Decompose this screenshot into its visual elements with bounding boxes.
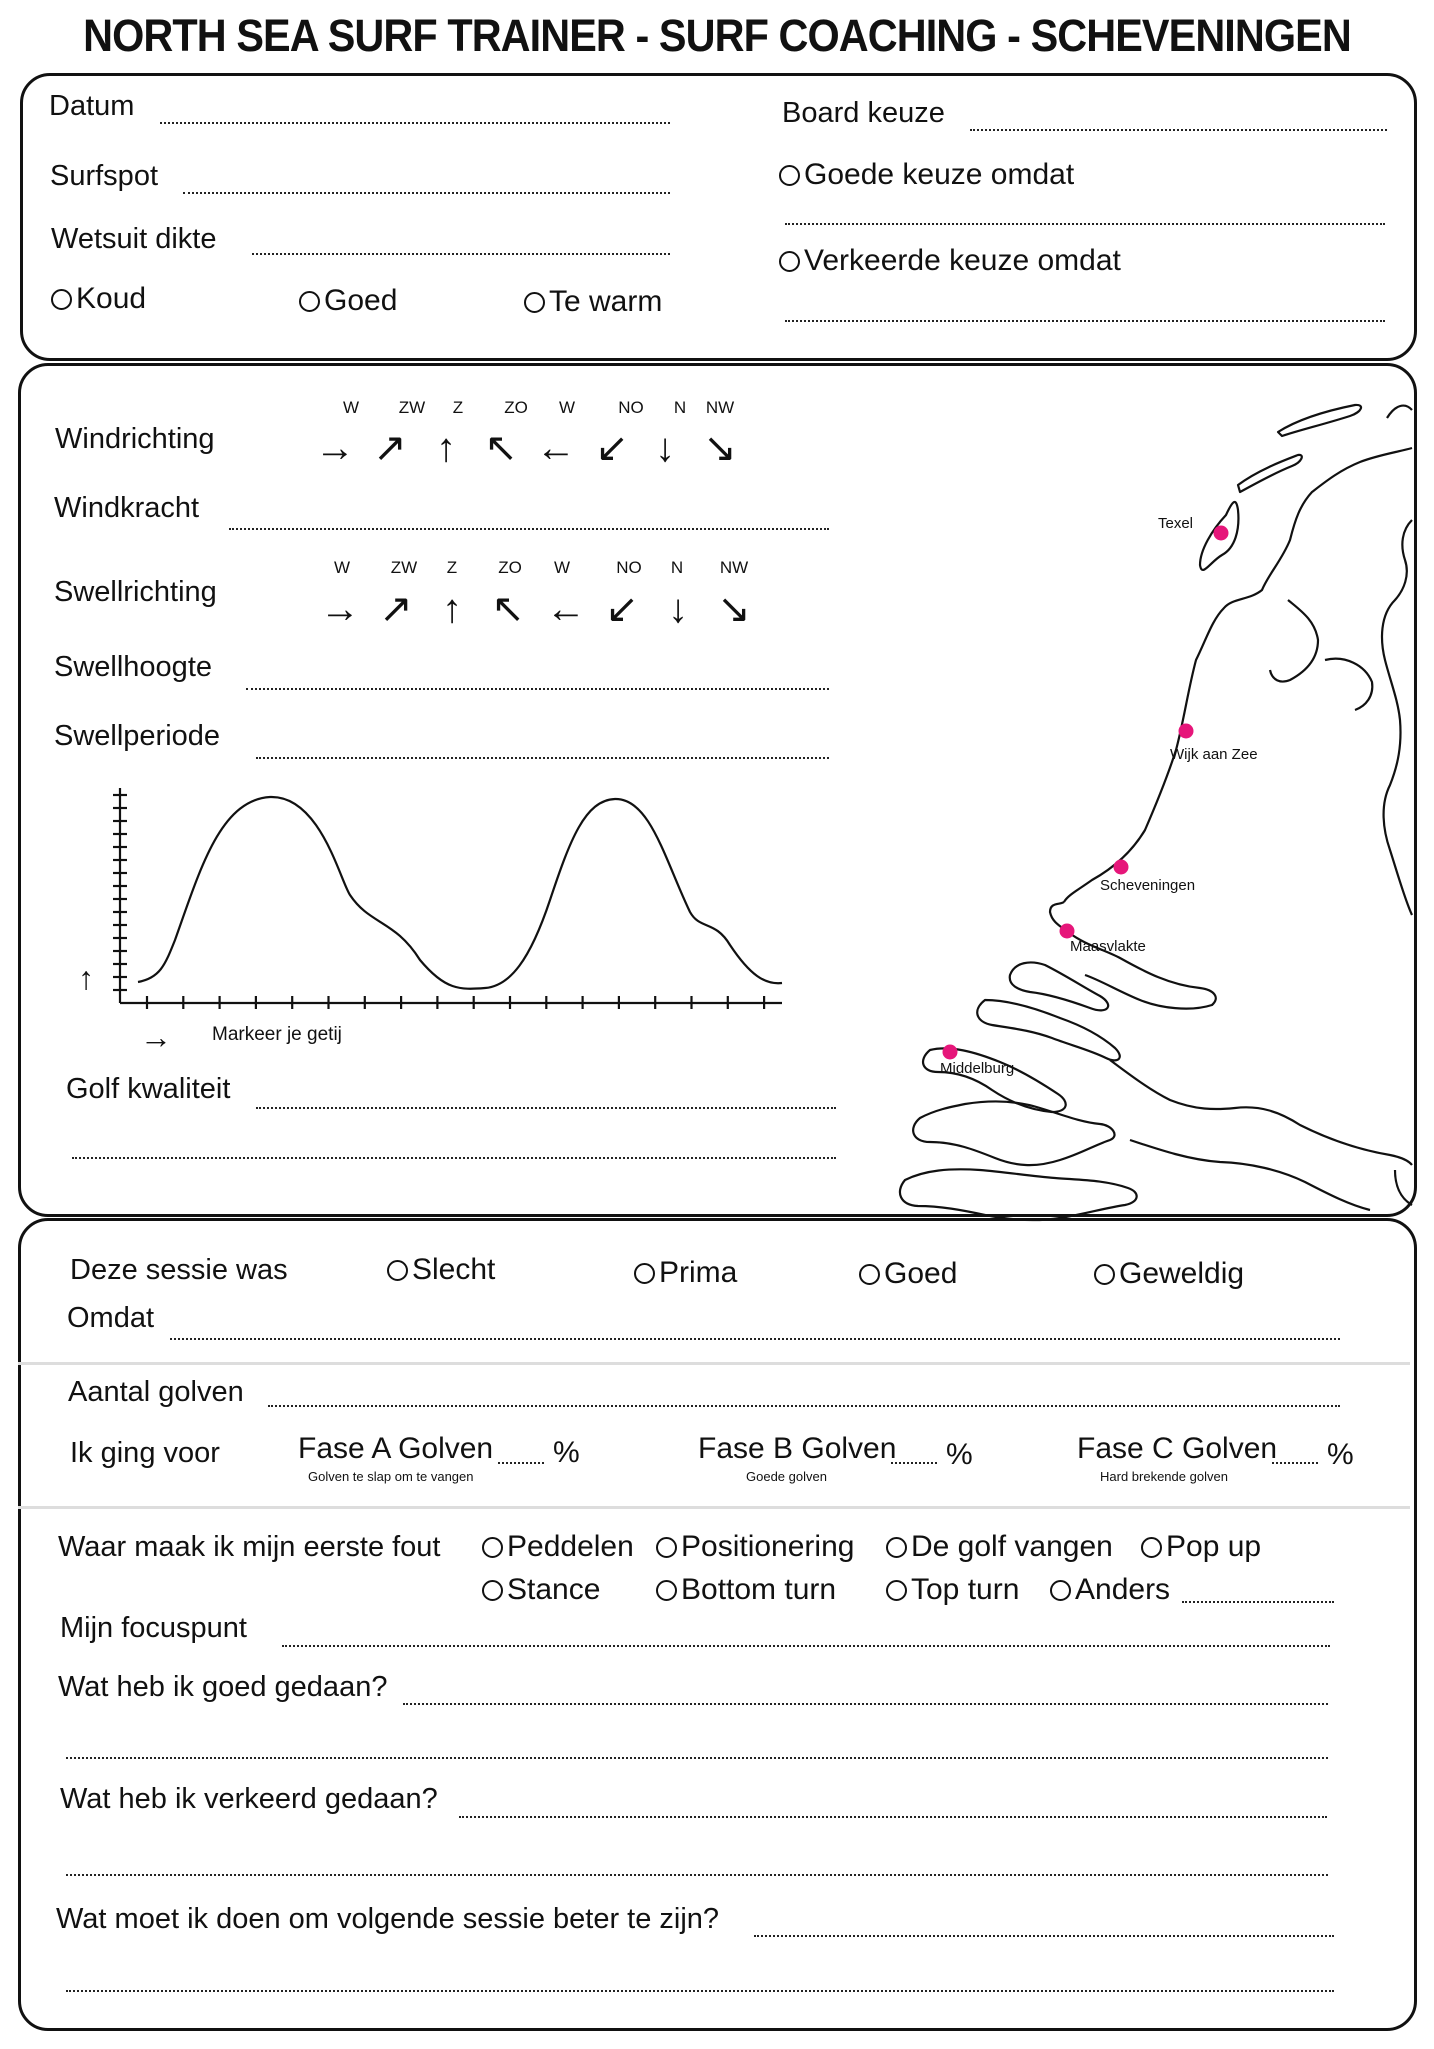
fase-c-percent: %	[1327, 1438, 1354, 1471]
anders-field[interactable]	[1182, 1601, 1334, 1603]
golf-kwaliteit-field[interactable]	[256, 1107, 836, 1109]
fase-c: Fase C Golven	[1077, 1432, 1278, 1465]
swell-arrow-down-left-icon[interactable]: ↙	[605, 587, 639, 631]
section-divider	[18, 1362, 1410, 1365]
radio-circle-icon	[634, 1263, 655, 1284]
goed-gedaan-field-2[interactable]	[66, 1757, 1328, 1759]
verkeerd-gedaan-label: Wat heb ik verkeerd gedaan?	[60, 1783, 438, 1815]
radio-circle-icon	[482, 1537, 503, 1558]
swell-arrow-right-icon[interactable]: →	[320, 587, 360, 631]
map-label-scheveningen: Scheveningen	[1100, 877, 1196, 894]
rating-option-geweldig[interactable]: Geweldig	[1094, 1257, 1244, 1291]
swell-direction-label: ZW	[390, 558, 418, 577]
swell-arrow-down-right-icon[interactable]: ↘	[717, 587, 751, 631]
datum-label: Datum	[49, 90, 135, 122]
section-divider	[18, 1506, 1410, 1509]
swell-direction-label: Z	[446, 558, 458, 577]
radio-circle-icon	[779, 251, 800, 272]
tide-right-arrow-icon: →	[140, 1019, 172, 1055]
wind-arrow-down-icon[interactable]: ↓	[655, 426, 675, 470]
page-title: NORTH SEA SURF TRAINER - SURF COACHING - SCHEVENINGEN	[83, 10, 1351, 61]
radio-circle-icon	[524, 292, 545, 313]
radio-circle-icon	[779, 165, 800, 186]
tide-up-arrow-icon: ↑	[78, 960, 94, 996]
radio-circle-icon	[387, 1260, 408, 1281]
swell-arrow-down-icon[interactable]: ↓	[668, 587, 688, 631]
swell-arrow-up-left-icon[interactable]: ↖	[491, 587, 525, 631]
wetsuit-option-koud[interactable]: Koud	[51, 282, 146, 316]
panel-session-info	[20, 73, 1417, 361]
fase-b-note: Goede golven	[746, 1469, 827, 1484]
goed-gedaan-label: Wat heb ik goed gedaan?	[58, 1671, 388, 1703]
radio-circle-icon	[482, 1580, 503, 1601]
swellhoogte-label: Swellhoogte	[54, 651, 212, 683]
swell-arrow-left-icon[interactable]: ←	[546, 587, 586, 631]
wind-arrow-up-right-icon[interactable]: ↗	[373, 426, 407, 470]
swell-direction-label: NW	[719, 558, 749, 577]
wetsuit-option-goed[interactable]: Goed	[299, 284, 397, 318]
map-label-middelburg: Middelburg	[940, 1060, 1015, 1077]
wetsuit-label: Wetsuit dikte	[51, 223, 217, 255]
rating-option-prima[interactable]: Prima	[634, 1256, 737, 1290]
fout-option-de-golf-vangen[interactable]: De golf vangen	[886, 1530, 1113, 1564]
fase-b-field[interactable]	[891, 1462, 937, 1464]
radio-circle-icon	[656, 1537, 677, 1558]
wind-arrow-down-left-icon[interactable]: ↙	[595, 426, 629, 470]
fase-a-percent: %	[553, 1436, 580, 1469]
aantal-golven-label: Aantal golven	[68, 1376, 244, 1408]
wind-direction-label: W	[342, 398, 360, 417]
swell-direction-label: N	[670, 558, 684, 577]
omdat-label: Omdat	[67, 1302, 155, 1334]
rating-option-goed[interactable]: Goed	[859, 1257, 957, 1291]
map-label-maasvlakte: Maasvlakte	[1070, 938, 1146, 955]
wind-direction-label: Z	[452, 398, 464, 417]
board-keuze-field[interactable]	[970, 129, 1387, 131]
windkracht-label: Windkracht	[54, 492, 200, 524]
radio-circle-icon	[1094, 1264, 1115, 1285]
datum-field[interactable]	[160, 122, 670, 124]
wind-arrow-up-left-icon[interactable]: ↖	[484, 426, 518, 470]
swell-arrow-up-icon[interactable]: ↑	[442, 587, 462, 631]
wind-arrow-right-icon[interactable]: →	[315, 426, 355, 470]
rating-option-slecht[interactable]: Slecht	[387, 1253, 495, 1287]
wind-direction-label: NW	[705, 398, 735, 417]
volgende-sessie-label: Wat moet ik doen om volgende sessie beter te zijn?	[56, 1903, 720, 1935]
fase-b: Fase B Golven	[698, 1432, 897, 1465]
golf-kwaliteit-field-2[interactable]	[72, 1157, 836, 1159]
swellperiode-label: Swellperiode	[54, 720, 221, 752]
swellperiode-field[interactable]	[256, 757, 829, 759]
swell-direction-label: W	[333, 558, 351, 577]
fase-c-field[interactable]	[1272, 1462, 1318, 1464]
radio-circle-icon	[299, 291, 320, 312]
swellrichting-label: Swellrichting	[54, 576, 217, 608]
radio-circle-icon	[859, 1264, 880, 1285]
focuspunt-label: Mijn focuspunt	[60, 1612, 247, 1644]
radio-circle-icon	[51, 289, 72, 310]
swell-direction-label: W	[553, 558, 571, 577]
surfspot-field[interactable]	[183, 192, 670, 194]
eerste-fout-label: Waar maak ik mijn eerste fout	[58, 1531, 441, 1563]
volgende-sessie-field[interactable]	[754, 1935, 1334, 1937]
wind-direction-label: N	[673, 398, 687, 417]
wind-direction-label: ZO	[504, 398, 528, 417]
omdat-field[interactable]	[170, 1338, 1340, 1340]
fase-b-percent: %	[946, 1438, 973, 1471]
fase-a: Fase A Golven	[298, 1432, 494, 1465]
fase-a-note: Golven te slap om te vangen	[308, 1469, 474, 1484]
wind-direction-label: W	[558, 398, 576, 417]
fase-c-note: Hard brekende golven	[1100, 1469, 1228, 1484]
fout-option-peddelen[interactable]: Peddelen	[482, 1530, 634, 1564]
tide-label: Markeer je getij	[212, 1024, 342, 1045]
golf-kwaliteit-label: Golf kwaliteit	[66, 1073, 231, 1105]
fout-option-anders[interactable]: Anders	[1050, 1573, 1170, 1607]
fase-a-field[interactable]	[498, 1462, 544, 1464]
radio-circle-icon	[656, 1580, 677, 1601]
swellhoogte-field[interactable]	[246, 688, 829, 690]
verkeerde-keuze-option[interactable]: Verkeerde keuze omdat	[779, 244, 1121, 278]
goed-gedaan-field[interactable]	[403, 1703, 1328, 1705]
deze-sessie-label: Deze sessie was	[70, 1254, 288, 1286]
surfspot-label: Surfspot	[50, 160, 158, 192]
verkeerd-gedaan-field[interactable]	[459, 1816, 1327, 1818]
fout-option-bottom-turn[interactable]: Bottom turn	[656, 1573, 836, 1607]
windrichting-label: Windrichting	[55, 423, 215, 455]
wetsuit-field[interactable]	[252, 253, 670, 255]
swell-arrow-up-right-icon[interactable]: ↗	[379, 587, 413, 631]
fout-option-top-turn[interactable]: Top turn	[886, 1573, 1019, 1607]
map-label-wijk-aan-zee: Wijk aan Zee	[1170, 746, 1258, 763]
radio-circle-icon	[886, 1537, 907, 1558]
goede-keuze-field[interactable]	[785, 223, 1385, 225]
fout-option-stance[interactable]: Stance	[482, 1573, 600, 1607]
aantal-golven-field[interactable]	[268, 1405, 1340, 1407]
radio-circle-icon	[1141, 1537, 1162, 1558]
wind-arrow-up-icon[interactable]: ↑	[436, 426, 456, 470]
board-keuze-label: Board keuze	[782, 97, 945, 129]
wetsuit-option-te-warm[interactable]: Te warm	[524, 285, 662, 319]
radio-circle-icon	[1050, 1580, 1071, 1601]
focuspunt-field[interactable]	[282, 1645, 1330, 1647]
verkeerde-keuze-field[interactable]	[785, 320, 1385, 322]
fout-option-pop-up[interactable]: Pop up	[1141, 1530, 1261, 1564]
volgende-sessie-field-2[interactable]	[66, 1990, 1334, 1992]
ik-ging-voor-label: Ik ging voor	[70, 1437, 220, 1469]
verkeerd-gedaan-field-2[interactable]	[66, 1874, 1328, 1876]
wind-arrow-left-icon[interactable]: ←	[536, 426, 576, 470]
wind-arrow-down-right-icon[interactable]: ↘	[703, 426, 737, 470]
windkracht-field[interactable]	[229, 528, 829, 530]
fout-option-positionering[interactable]: Positionering	[656, 1530, 854, 1564]
swell-direction-label: NO	[616, 558, 642, 577]
radio-circle-icon	[886, 1580, 907, 1601]
goede-keuze-option[interactable]: Goede keuze omdat	[779, 158, 1074, 192]
wind-direction-label: ZW	[398, 398, 426, 417]
swell-direction-label: ZO	[498, 558, 522, 577]
wind-direction-label: NO	[618, 398, 644, 417]
map-label-texel: Texel	[1158, 515, 1194, 532]
